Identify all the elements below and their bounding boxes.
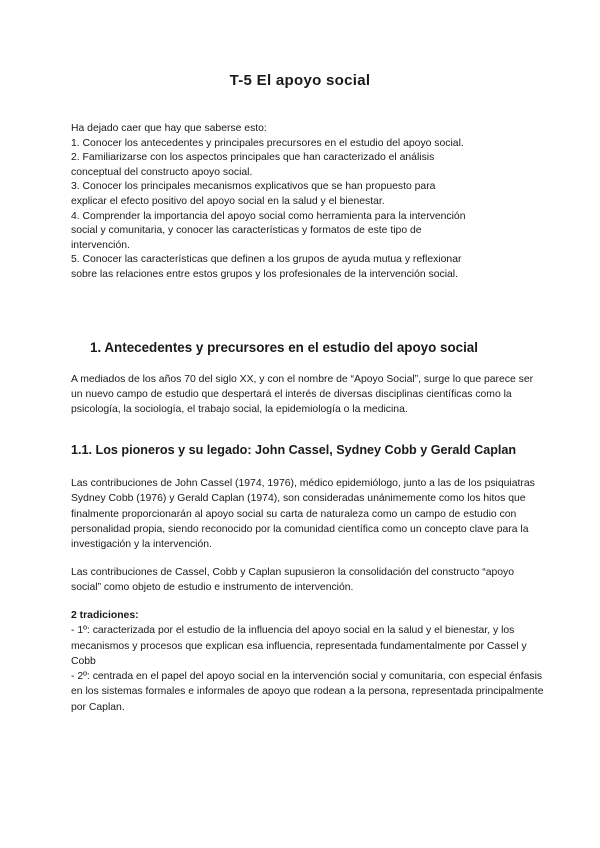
section-1-heading: 1. Antecedentes y precursores en el estudio del apoyo social	[90, 340, 478, 355]
traditions-block	[71, 608, 546, 715]
intro-item-1: 1. Conocer los antecedentes y principales precursores en el estudio del apoyo social.	[71, 137, 464, 149]
intro-item-2: 2. Familiarizarse con los aspectos principales que han caracterizado el análisis conceptual del constructo apoyo social.	[71, 152, 435, 178]
section-1-1-paragraph-2: Las contribuciones de Cassel, Cobb y Caplan supusieron la consolidación del constructo “apoyo social” como objeto de estudio e instrumento de intervención.	[71, 567, 515, 594]
tradition-1: - 1º: caracterizada por el estudio de la influencia del apoyo social en la salud y el bienestar, y los mecanismos y procesos que explican esa influencia, representada fundamentalmente por Cassel y Cobb	[71, 625, 527, 667]
intro-item-5: 5. Conocer las características que definen a los grupos de ayuda mutua y reflexionar sobre las relaciones entre estos grupos y los profesionales de la intervención social.	[71, 254, 462, 280]
section-1-1-paragraph-1: Las contribuciones de John Cassel (1974, 1976), médico epidemiólogo, junto a las de los psiquiatras Sydney Cobb (1976) y Gerald Caplan (1974), son consideradas unánimemente como los hitos que finalmente proporcionarán al apoyo social su carta de naturaleza como un campo de estudio con personalidad propia, siendo reconocido por la comunidad científica como un concepto clave para la investigación y la intervención.	[71, 478, 535, 551]
intro-block	[71, 122, 471, 283]
tradition-2: - 2º: centrada en el papel del apoyo social en la intervención social y comunitaria, con especial énfasis en los sistemas formales e informales de apoyo que rodean a la persona, representada principalmente por Caplan.	[71, 671, 544, 713]
section-1-paragraph: A mediados de los años 70 del siglo XX, y con el nombre de “Apoyo Social”, surge lo que parece ser un nuevo campo de estudio que despertará el interés de diversas disciplinas científicas como la psicología, la sociología, el trabajo social, la epidemiología o la medicina.	[71, 374, 534, 416]
traditions-heading: 2 tradiciones:	[71, 610, 139, 621]
page-title: T-5 El apoyo social	[229, 72, 371, 89]
intro-item-3: 3. Conocer los principales mecanismos explicativos que se han propuesto para explicar el efecto positivo del apoyo social en la salud y el bienestar.	[71, 181, 436, 207]
section-1-1-heading: 1.1. Los pioneros y su legado: John Cassel, Sydney Cobb y Gerald Caplan	[71, 443, 517, 457]
intro-lead: Ha dejado caer que hay que saberse esto:	[71, 123, 267, 134]
intro-item-4: 4. Comprender la importancia del apoyo social como herramienta para la intervención social y comunitaria, y conocer las características y formatos de este tipo de intervención.	[71, 210, 466, 251]
